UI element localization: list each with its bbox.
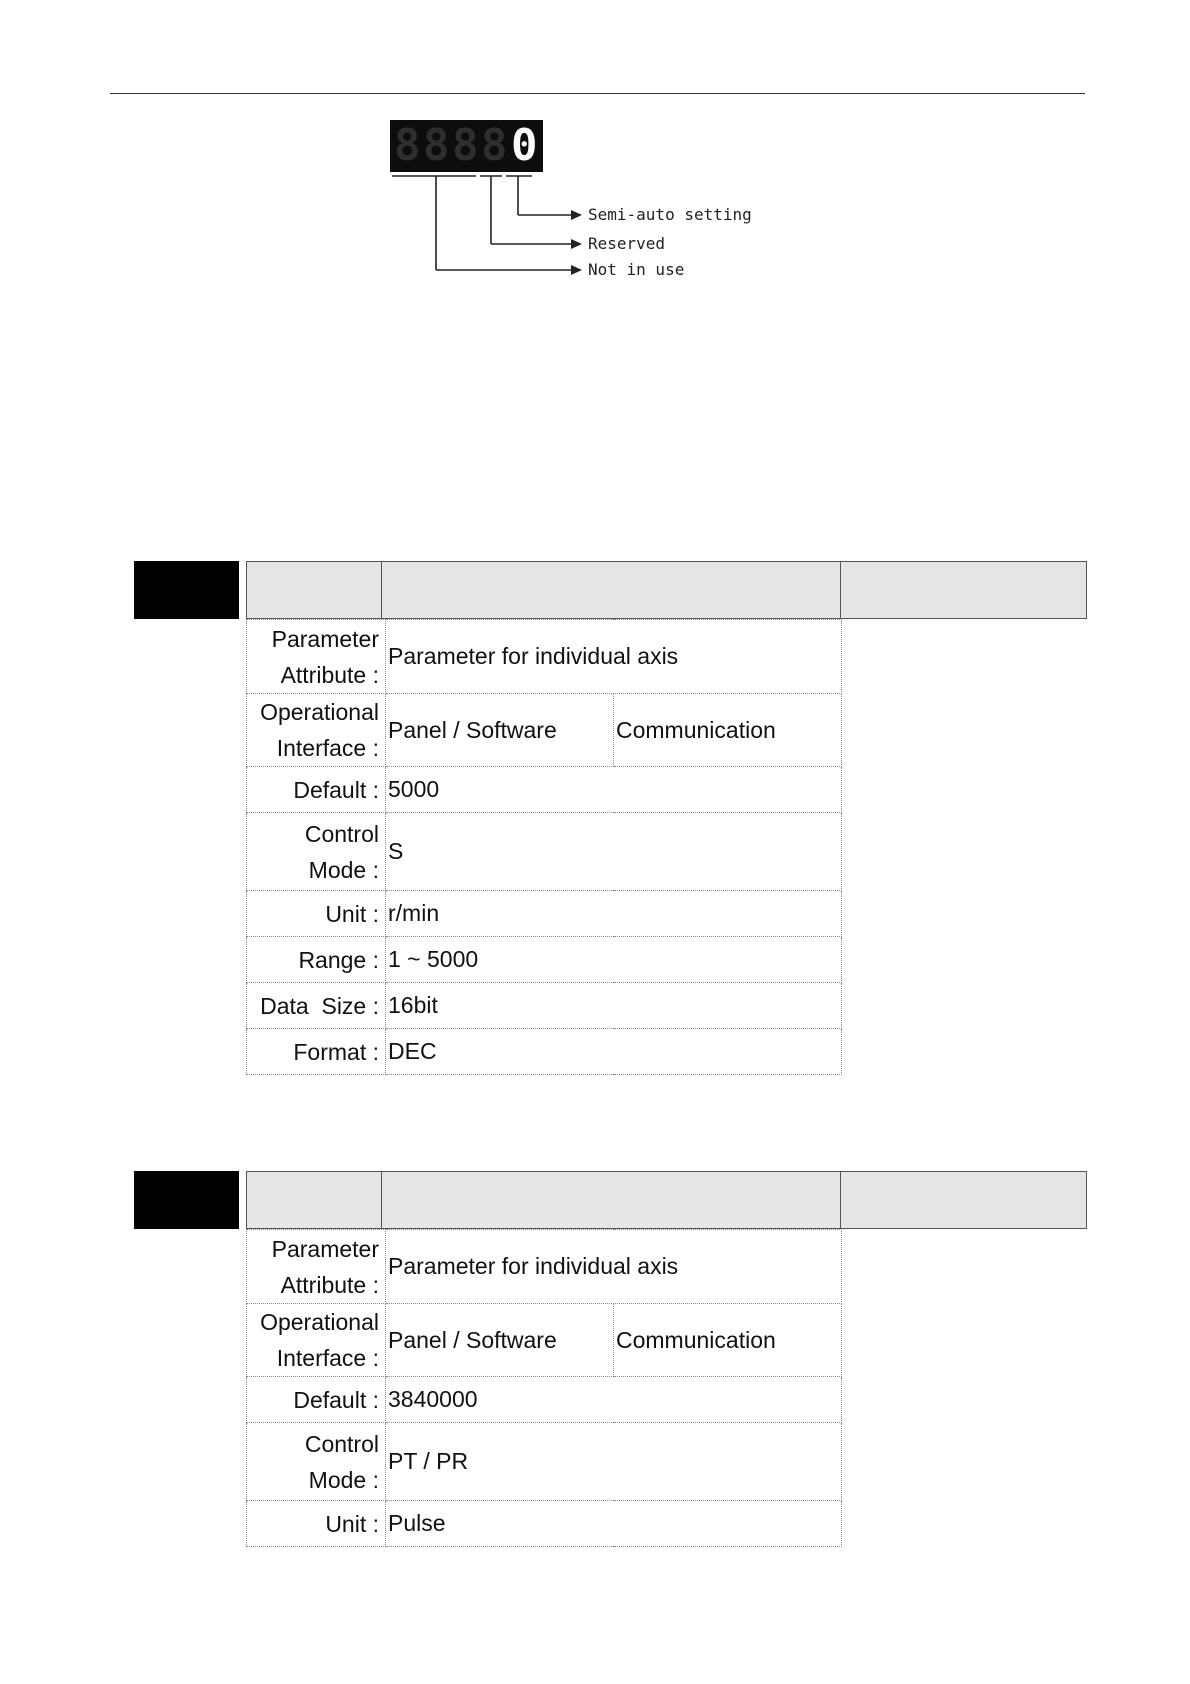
- digit-1: 8: [394, 120, 421, 171]
- cell-label: Default :: [247, 1377, 386, 1423]
- row-data-size: [247, 983, 842, 1029]
- row-range: [247, 937, 842, 983]
- display-diagram: [380, 110, 800, 295]
- cell-label: Format :: [247, 1029, 386, 1075]
- cell-value: Parameter for individual axis: [386, 620, 842, 694]
- digit-2: 8: [423, 120, 450, 171]
- row-default: [247, 767, 842, 813]
- row-default: [247, 1377, 842, 1423]
- cell-label: Operational Interface :: [247, 1304, 386, 1377]
- label-reserved: Reserved: [588, 234, 666, 253]
- cell-value: PT / PR: [386, 1423, 842, 1501]
- parameter-code-tab: [134, 1171, 239, 1229]
- parameter-attribute-table: [246, 1229, 842, 1547]
- cell-communication: Communication: [614, 1304, 842, 1377]
- parameter-block-1: [134, 561, 1087, 1081]
- row-operational-interface: [247, 1304, 842, 1377]
- digit-3: 8: [452, 120, 479, 171]
- parameter-block-2: [134, 1171, 1087, 1551]
- row-parameter-attribute: [247, 620, 842, 694]
- row-control-mode: [247, 813, 842, 891]
- cell-value: 16bit: [386, 983, 842, 1029]
- cell-value: 1 ~ 5000: [386, 937, 842, 983]
- cell-label: Data Size :: [247, 983, 386, 1029]
- top-rule: [110, 93, 1085, 94]
- label-not-in-use: Not in use: [588, 260, 685, 279]
- row-format: [247, 1029, 842, 1075]
- cell-label: Operational Interface :: [247, 694, 386, 767]
- row-unit: [247, 891, 842, 937]
- cell-label: Parameter Attribute :: [247, 620, 386, 694]
- cell-value: S: [386, 813, 842, 891]
- cell-label: Unit :: [247, 1501, 386, 1547]
- digit-4: 8: [481, 120, 508, 171]
- row-parameter-attribute: [247, 1230, 842, 1304]
- label-semi-auto-setting: Semi-auto setting: [588, 205, 752, 224]
- cell-value: Pulse: [386, 1501, 842, 1547]
- cell-panel-software: Panel / Software: [386, 1304, 614, 1377]
- cell-label: Control Mode :: [247, 813, 386, 891]
- row-unit: [247, 1501, 842, 1547]
- cell-value: DEC: [386, 1029, 842, 1075]
- cell-value: r/min: [386, 891, 842, 937]
- cell-communication: Communication: [614, 694, 842, 767]
- cell-label: Control Mode :: [247, 1423, 386, 1501]
- digit-5: 0: [511, 120, 538, 171]
- cell-label: Range :: [247, 937, 386, 983]
- cell-value: 5000: [386, 767, 842, 813]
- row-operational-interface: [247, 694, 842, 767]
- cell-label: Default :: [247, 767, 386, 813]
- row-control-mode: [247, 1423, 842, 1501]
- parameter-code-tab: [134, 561, 239, 619]
- cell-label: Parameter Attribute :: [247, 1230, 386, 1304]
- parameter-header: [246, 1171, 1087, 1229]
- parameter-header: [246, 561, 1087, 619]
- cell-value: 3840000: [386, 1377, 842, 1423]
- cell-value: Parameter for individual axis: [386, 1230, 842, 1304]
- parameter-attribute-table: [246, 619, 842, 1075]
- cell-label: Unit :: [247, 891, 386, 937]
- cell-panel-software: Panel / Software: [386, 694, 614, 767]
